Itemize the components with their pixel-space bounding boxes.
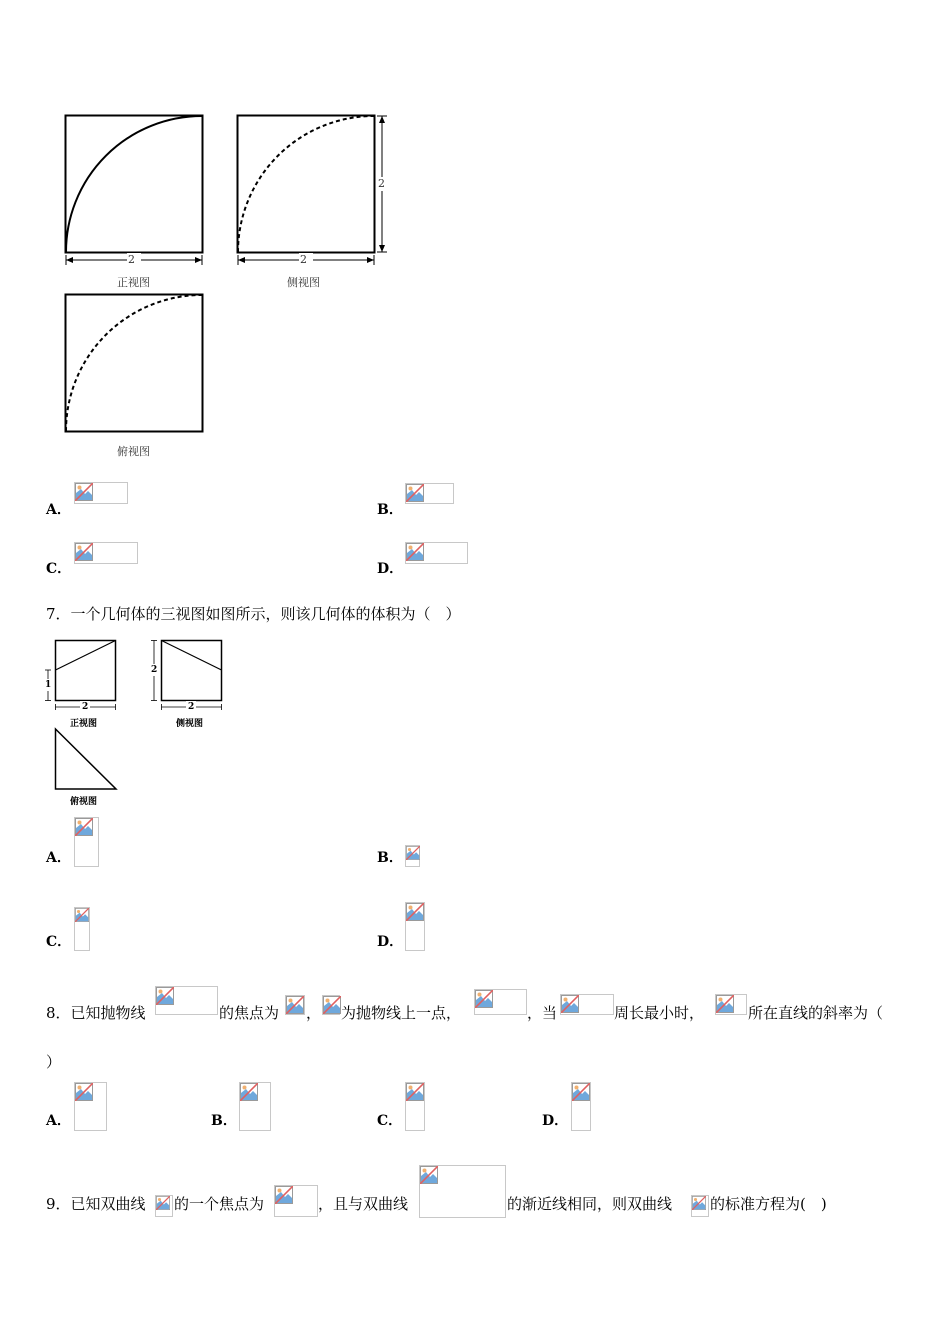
q8-text-slope: 所在直线的斜率为（: [748, 1004, 884, 1022]
broken-image-icon: [75, 818, 93, 836]
broken-image-icon: [75, 908, 89, 922]
q7-option-b-label: B．: [377, 850, 403, 866]
q7-option-d-label: D．: [377, 934, 404, 950]
q9-prefix: 9．已知双曲线: [46, 1195, 146, 1213]
q6-front-view-caption: 正视图: [117, 276, 150, 289]
q8-text-close: ）: [46, 1053, 62, 1071]
broken-image-icon: [75, 1083, 93, 1101]
q9-text-standard-eq: 的标准方程为( ): [710, 1195, 827, 1213]
broken-image-icon: [406, 484, 424, 502]
q9-text-asymptote: 的渐近线相同，则双曲线: [507, 1195, 673, 1213]
broken-image-icon: [275, 1186, 293, 1204]
q6-option-c-label: C．: [46, 561, 72, 577]
q7-front-view-caption: 正视图: [70, 719, 98, 729]
q7-option-a-label: A．: [46, 850, 71, 866]
broken-image-icon: [406, 543, 424, 561]
broken-image-icon: [75, 543, 93, 561]
q8-option-d-label: D．: [542, 1113, 569, 1129]
q7-option-a-image: [74, 817, 99, 867]
q7-top-view-caption: 俯视图: [70, 797, 98, 807]
q8-text-on-parabola: 为抛物线上一点，: [341, 1004, 462, 1022]
broken-image-icon: [572, 1083, 590, 1101]
q8-text-when: ，当: [527, 1004, 558, 1022]
broken-image-icon: [406, 1083, 424, 1101]
q8-text-focus: 的焦点为: [219, 1004, 280, 1022]
q7-side-dim-height: 2: [151, 665, 158, 675]
q9-formula-hyperbola-c: [155, 1195, 173, 1217]
q8-prefix: 8．已知抛物线: [46, 1004, 146, 1022]
q7-stem: 7．一个几何体的三视图如图所示，则该几何体的体积为（ ）: [46, 605, 461, 623]
q6-front-dim: 2: [128, 253, 135, 266]
q8-formula-focus: [285, 995, 305, 1015]
q8-option-b-label: B．: [211, 1113, 237, 1129]
q6-option-d-image: [405, 542, 468, 564]
broken-image-icon: [420, 1166, 438, 1184]
broken-image-icon: [286, 996, 304, 1014]
q9-text-and-hyperbola: ，且与双曲线: [318, 1195, 409, 1213]
q8-option-c-label: C．: [377, 1113, 403, 1129]
q8-option-d-image: [571, 1082, 591, 1131]
q6-option-a-label: A．: [46, 502, 71, 518]
broken-image-icon: [406, 903, 424, 921]
q9-formula-focus: [274, 1185, 318, 1217]
q7-option-d-image: [405, 902, 425, 951]
q8-option-b-image: [239, 1082, 271, 1131]
q6-top-view-caption: 俯视图: [117, 445, 150, 458]
q7-top-view-figure: [50, 725, 122, 793]
q6-option-c-image: [74, 542, 138, 564]
q7-side-dim-width: 2: [188, 702, 195, 712]
q6-front-view-figure: [60, 110, 210, 270]
q8-formula-coords: [474, 989, 527, 1015]
q9-formula-hyperbola-c-2: [691, 1195, 709, 1217]
q8-text-min-perimeter: 周长最小时，: [614, 1004, 705, 1022]
broken-image-icon: [561, 995, 579, 1013]
q6-side-dim-width: 2: [300, 253, 307, 266]
broken-image-icon: [475, 990, 493, 1008]
broken-image-icon: [692, 1196, 706, 1210]
broken-image-icon: [75, 483, 93, 501]
q7-option-b-image: [405, 845, 420, 867]
q7-front-dim-height: 1: [45, 680, 52, 690]
q7-front-dim-width: 2: [82, 702, 89, 712]
q8-formula-parabola: [155, 986, 218, 1015]
broken-image-icon: [716, 995, 734, 1013]
q7-option-c-label: C．: [46, 934, 72, 950]
broken-image-icon: [240, 1083, 258, 1101]
q7-side-view-caption: 侧视图: [176, 719, 204, 729]
q6-option-a-image: [74, 482, 128, 504]
q9-text-focus: 的一个焦点为: [174, 1195, 265, 1213]
q9-formula-given-hyperbola: [419, 1165, 506, 1218]
q8-text-comma: ，: [306, 1004, 322, 1022]
q6-top-view-figure: [60, 289, 210, 439]
q8-formula-point: [322, 995, 340, 1015]
q8-option-a-image: [74, 1082, 107, 1131]
q8-option-a-label: A．: [46, 1113, 71, 1129]
broken-image-icon: [156, 1196, 170, 1210]
q6-option-b-label: B．: [377, 502, 403, 518]
q6-option-d-label: D．: [377, 561, 404, 577]
q6-side-view-caption: 侧视图: [287, 276, 320, 289]
broken-image-icon: [406, 846, 420, 860]
q6-option-b-image: [405, 483, 454, 504]
broken-image-icon: [156, 987, 174, 1005]
q6-side-dim-height: 2: [378, 177, 385, 190]
broken-image-icon: [323, 996, 341, 1014]
q8-formula-line: [715, 994, 747, 1015]
q8-option-c-image: [405, 1082, 425, 1131]
q7-option-c-image: [74, 907, 90, 951]
q8-formula-triangle: [560, 994, 614, 1015]
q6-side-view-figure: [232, 110, 392, 270]
